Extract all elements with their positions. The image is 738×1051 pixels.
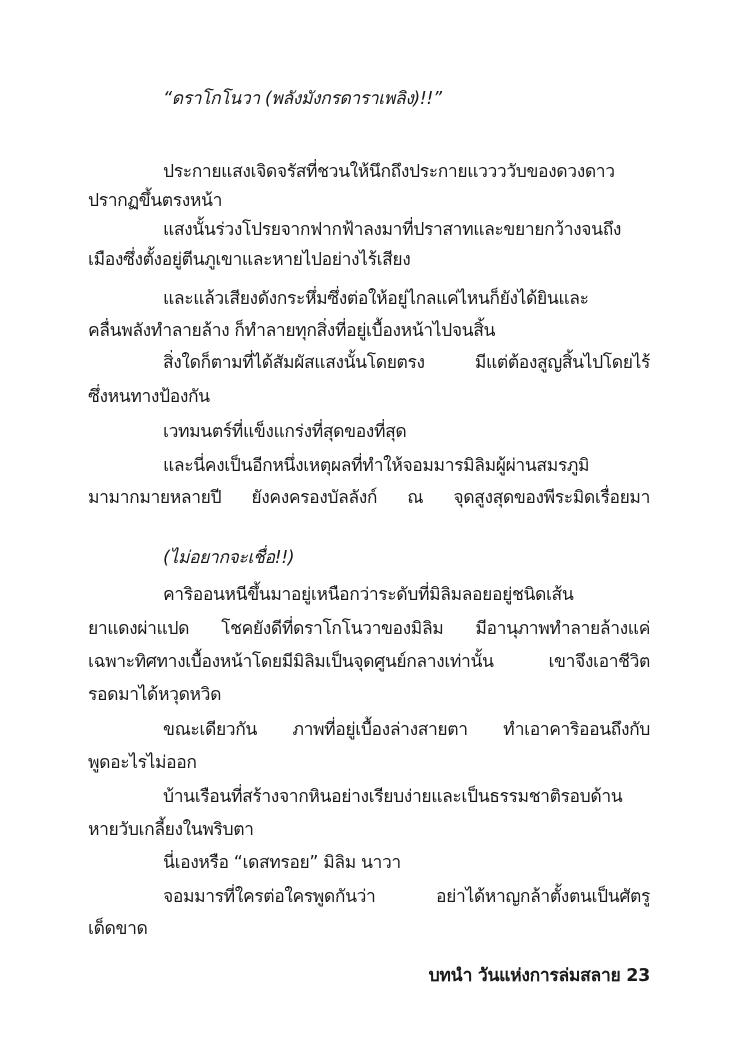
paragraph-line: สิ่งใดก็ตามที่ได้สัมผัสแสงนั้นโดยตรง มีแต่ต้องสูญสิ้นไปโดยไร้ (163, 353, 650, 373)
paragraph-line: คลื่นพลังทำลายล้าง ก็ทำลายทุกสิ่งที่อยู่เบื้องหน้าไปจนสิ้น (88, 321, 496, 341)
paragraph-line: นี่เองหรือ “เดสทรอย” มิลิม นาวา (163, 853, 401, 873)
paragraph-line: ยาแดงผ่าแปด โชคยังดีที่ดราโกโนวาของมิลิม มีอานุภาพทำลายล้างแค่ (88, 619, 650, 639)
paragraph-line: และแล้วเสียงดังกระหึ่มซึ่งต่อให้อยู่ไกลแค่ไหนก็ยังได้ยินและ (163, 289, 589, 309)
paragraph-line: หายวับเกลี้ยงในพริบตา (88, 820, 254, 840)
paragraph-line: เมืองซึ่งตั้งอยู่ตีนภูเขาและหายไปอย่างไร้เสียง (88, 250, 411, 270)
paragraph-line: มามากมายหลายปี ยังคงครองบัลลังก์ ณ จุดสูงสุดของพีระมิดเรื่อยมา (88, 488, 650, 508)
paragraph-line: ขณะเดียวกัน ภาพที่อยู่เบื้องล่างสายตา ทำเอาคาริออนถึงกับ (163, 720, 650, 740)
paragraph-line: พูดอะไรไม่ออก (88, 753, 197, 773)
paragraph-line: ซึ่งหนทางป้องกัน (88, 387, 210, 407)
paragraph-line: บ้านเรือนที่สร้างจากหินอย่างเรียบง่ายและเป็นธรรมชาติรอบด้าน (163, 787, 623, 807)
page-footer (429, 961, 650, 989)
paragraph-line: และนี่คงเป็นอีกหนึ่งเหตุผลที่ทำให้จอมมารมิลิมผู้ผ่านสมรภูมิ (163, 456, 590, 476)
paragraph-line: แสงนั้นร่วงโปรยจากฟากฟ้าลงมาที่ปราสาทและขยายกว้างจนถึง (163, 220, 622, 240)
chapter-title: บทนำ วันแห่งการล่มสลาย (428, 966, 621, 986)
page-number: 23 (626, 966, 650, 986)
paragraph-line: เด็ดขาด (88, 919, 148, 939)
paragraph-line: เฉพาะทิศทางเบื้องหน้าโดยมีมิลิมเป็นจุดศูนย์กลางเท่านั้น เขาจึงเอาชีวิต (88, 652, 650, 672)
inner-thought: (ไม่อยากจะเชื่อ!!) (163, 548, 295, 568)
paragraph-line: ประกายแสงเจิดจรัสที่ชวนให้นึกถึงประกายแววววับของดวงดาว (163, 162, 615, 182)
paragraph-line: ปรากฏขึ้นตรงหน้า (88, 191, 223, 211)
spell-incantation: “ดราโกโนวา (พลังมังกรดาราเพลิง)!!” (163, 89, 442, 109)
paragraph-line: จอมมารที่ใครต่อใครพูดกันว่า อย่าได้หาญกล้าตั้งตนเป็นศัตรู (163, 887, 650, 907)
paragraph-line: รอดมาได้หวุดหวิด (88, 685, 222, 705)
paragraph-line: เวทมนตร์ที่แข็งแกร่งที่สุดของที่สุด (163, 422, 407, 442)
paragraph-line: คาริออนหนีขึ้นมาอยู่เหนือกว่าระดับที่มิลิมลอยอยู่ชนิดเส้น (163, 585, 574, 605)
